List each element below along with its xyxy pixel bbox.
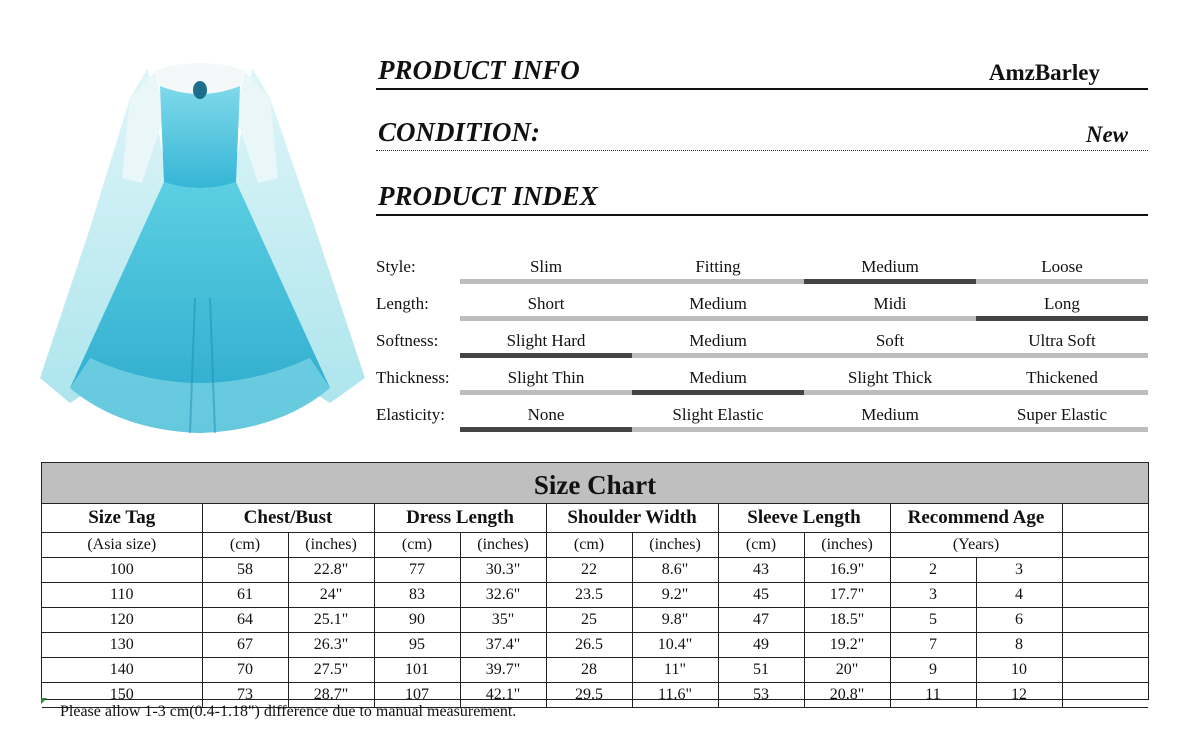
index-bar bbox=[460, 316, 632, 321]
chart-empty-cell bbox=[1062, 683, 1148, 708]
index-bar bbox=[632, 316, 804, 321]
index-bar-selected bbox=[976, 316, 1148, 321]
index-row-label: Style: bbox=[376, 257, 416, 276]
product-info-header bbox=[376, 52, 1148, 90]
chart-data-cell: 53 bbox=[718, 683, 804, 708]
chart-empty-cell bbox=[1062, 558, 1148, 583]
chart-data-cell: 16.9" bbox=[804, 558, 890, 583]
chart-data-cell: 19.2" bbox=[804, 633, 890, 658]
size-chart bbox=[41, 462, 1149, 703]
chart-data-cell: 2 bbox=[890, 558, 976, 583]
chart-data-cell: 45 bbox=[718, 583, 804, 608]
chart-data-cell: 35" bbox=[460, 608, 546, 633]
index-bar bbox=[804, 390, 976, 395]
chart-data-cell: 27.5" bbox=[288, 658, 374, 683]
chart-data-cell: 23.5 bbox=[546, 583, 632, 608]
chart-header-row bbox=[42, 504, 1148, 533]
index-option: Long bbox=[1044, 294, 1080, 313]
chart-subheader-cell: (inches) bbox=[288, 533, 374, 558]
chart-data-cell: 11.6" bbox=[632, 683, 718, 708]
chart-data-row bbox=[42, 658, 1148, 683]
chart-header-cell: Dress Length bbox=[374, 504, 546, 533]
chart-data-cell: 26.5 bbox=[546, 633, 632, 658]
index-row bbox=[376, 360, 1148, 397]
chart-data-cell: 7 bbox=[890, 633, 976, 658]
index-bar bbox=[632, 279, 804, 284]
index-option: Midi bbox=[873, 294, 907, 313]
index-option: Slight Thick bbox=[847, 368, 933, 387]
index-bar-selected bbox=[804, 279, 976, 284]
index-bar bbox=[460, 279, 632, 284]
chart-subheader-cell: (cm) bbox=[202, 533, 288, 558]
chart-data-cell: 10.4" bbox=[632, 633, 718, 658]
chart-data-cell: 29.5 bbox=[546, 683, 632, 708]
measurement-note: Please allow 1-3 cm(0.4-1.18") difference due to manual measurement. bbox=[60, 703, 517, 720]
chart-subheader-row bbox=[42, 533, 1148, 558]
chart-data-cell: 9.2" bbox=[632, 583, 718, 608]
index-row bbox=[376, 249, 1148, 286]
chart-data-cell: 17.7" bbox=[804, 583, 890, 608]
chart-data-cell: 95 bbox=[374, 633, 460, 658]
index-row bbox=[376, 286, 1148, 323]
index-option: Medium bbox=[861, 405, 919, 424]
index-bar bbox=[976, 390, 1148, 395]
chart-data-cell: 8.6" bbox=[632, 558, 718, 583]
index-bar bbox=[804, 316, 976, 321]
chart-data-cell: 26.3" bbox=[288, 633, 374, 658]
chart-data-cell: 12 bbox=[976, 683, 1062, 708]
chart-data-row bbox=[42, 558, 1148, 583]
chart-data-cell: 9.8" bbox=[632, 608, 718, 633]
chart-data-cell: 24" bbox=[288, 583, 374, 608]
chart-data-cell: 25 bbox=[546, 608, 632, 633]
index-bar bbox=[632, 427, 804, 432]
chart-data-cell: 39.7" bbox=[460, 658, 546, 683]
chart-data-row bbox=[42, 608, 1148, 633]
chart-data-cell: 30.3" bbox=[460, 558, 546, 583]
chart-data-cell: 110 bbox=[42, 583, 202, 608]
product-index-label: PRODUCT INDEX bbox=[378, 181, 598, 211]
chart-data-cell: 37.4" bbox=[460, 633, 546, 658]
index-bar-selected bbox=[632, 390, 804, 395]
chart-empty-cell bbox=[1062, 633, 1148, 658]
chart-subheader-cell: (inches) bbox=[460, 533, 546, 558]
chart-data-cell: 22 bbox=[546, 558, 632, 583]
chart-data-row bbox=[42, 583, 1148, 608]
chart-data-cell: 140 bbox=[42, 658, 202, 683]
index-bar bbox=[976, 427, 1148, 432]
index-option: Medium bbox=[689, 368, 747, 387]
index-bar bbox=[632, 353, 804, 358]
chart-data-cell: 25.1" bbox=[288, 608, 374, 633]
chart-data-cell: 47 bbox=[718, 608, 804, 633]
index-option: Medium bbox=[689, 331, 747, 350]
corner-marker bbox=[41, 698, 47, 704]
index-option: Ultra Soft bbox=[1028, 331, 1096, 350]
chart-data-cell: 5 bbox=[890, 608, 976, 633]
index-row-label: Thickness: bbox=[376, 368, 450, 387]
chart-data-cell: 83 bbox=[374, 583, 460, 608]
chart-header-cell: Recommend Age bbox=[890, 504, 1062, 533]
index-bar bbox=[460, 390, 632, 395]
chart-subheader-cell: (Years) bbox=[890, 533, 1062, 558]
index-option: Medium bbox=[861, 257, 919, 276]
size-chart-table bbox=[42, 504, 1148, 708]
chart-data-cell: 70 bbox=[202, 658, 288, 683]
chart-subheader-cell: (cm) bbox=[718, 533, 804, 558]
condition-label: CONDITION: bbox=[378, 117, 540, 147]
index-row-label: Length: bbox=[376, 294, 429, 313]
chart-data-cell: 130 bbox=[42, 633, 202, 658]
chart-empty-cell bbox=[1062, 608, 1148, 633]
index-option: Slight Thin bbox=[507, 368, 585, 387]
chart-data-cell: 11 bbox=[890, 683, 976, 708]
chart-data-cell: 58 bbox=[202, 558, 288, 583]
chart-data-cell: 120 bbox=[42, 608, 202, 633]
dress-product-image bbox=[30, 58, 370, 438]
index-row-label: Softness: bbox=[376, 331, 439, 350]
chart-data-cell: 49 bbox=[718, 633, 804, 658]
index-bar bbox=[804, 353, 976, 358]
chart-data-cell: 20.8" bbox=[804, 683, 890, 708]
chart-data-cell: 11" bbox=[632, 658, 718, 683]
chart-data-cell: 9 bbox=[890, 658, 976, 683]
chart-data-row bbox=[42, 633, 1148, 658]
chart-data-cell: 64 bbox=[202, 608, 288, 633]
chart-data-cell: 18.5" bbox=[804, 608, 890, 633]
chart-data-cell: 32.6" bbox=[460, 583, 546, 608]
index-option: Super Elastic bbox=[1016, 405, 1108, 424]
chart-data-cell: 77 bbox=[374, 558, 460, 583]
chart-data-cell: 10 bbox=[976, 658, 1062, 683]
chart-header-cell: Size Tag bbox=[42, 504, 202, 533]
chart-data-cell: 51 bbox=[718, 658, 804, 683]
chart-data-cell: 20" bbox=[804, 658, 890, 683]
index-row bbox=[376, 397, 1148, 434]
chart-empty-cell bbox=[1062, 658, 1148, 683]
index-option: Soft bbox=[875, 331, 905, 350]
chart-data-cell: 101 bbox=[374, 658, 460, 683]
index-row bbox=[376, 323, 1148, 360]
index-row-label: Elasticity: bbox=[376, 405, 445, 424]
chart-empty-cell bbox=[1062, 504, 1148, 533]
chart-data-cell: 8 bbox=[976, 633, 1062, 658]
chart-subheader-cell: (Asia size) bbox=[42, 533, 202, 558]
chart-header-cell: Sleeve Length bbox=[718, 504, 890, 533]
chart-data-cell: 67 bbox=[202, 633, 288, 658]
size-chart-title: Size Chart bbox=[42, 463, 1148, 504]
chart-data-cell: 73 bbox=[202, 683, 288, 708]
chart-data-cell: 43 bbox=[718, 558, 804, 583]
index-option: Fitting bbox=[695, 257, 741, 276]
index-bar bbox=[804, 427, 976, 432]
index-option: Short bbox=[527, 294, 565, 313]
chart-header-cell: Chest/Bust bbox=[202, 504, 374, 533]
chart-data-cell: 4 bbox=[976, 583, 1062, 608]
chart-data-cell: 3 bbox=[976, 558, 1062, 583]
chart-data-cell: 42.1" bbox=[460, 683, 546, 708]
index-option: Slight Elastic bbox=[672, 405, 764, 424]
index-option: Slight Hard bbox=[506, 331, 586, 350]
index-option: Loose bbox=[1041, 257, 1083, 276]
index-bar bbox=[976, 279, 1148, 284]
chart-data-cell: 22.8" bbox=[288, 558, 374, 583]
chart-data-cell: 107 bbox=[374, 683, 460, 708]
condition-header bbox=[376, 116, 1148, 151]
chart-data-cell: 6 bbox=[976, 608, 1062, 633]
index-bar bbox=[976, 353, 1148, 358]
chart-data-cell: 61 bbox=[202, 583, 288, 608]
chart-data-cell: 3 bbox=[890, 583, 976, 608]
chart-empty-cell bbox=[1062, 533, 1148, 558]
index-bar-selected bbox=[460, 353, 632, 358]
chart-data-cell: 90 bbox=[374, 608, 460, 633]
chart-data-cell: 28.7" bbox=[288, 683, 374, 708]
brand-name: AmzBarley bbox=[988, 60, 1100, 85]
chart-subheader-cell: (inches) bbox=[804, 533, 890, 558]
product-index-header bbox=[376, 180, 1148, 216]
condition-value: New bbox=[1085, 122, 1128, 147]
index-option: None bbox=[527, 405, 565, 424]
chart-data-cell: 150 bbox=[42, 683, 202, 708]
index-option: Thickened bbox=[1026, 368, 1098, 387]
index-option: Slim bbox=[529, 257, 563, 276]
chart-subheader-cell: (cm) bbox=[374, 533, 460, 558]
index-bar-selected bbox=[460, 427, 632, 432]
product-info-label: PRODUCT INFO bbox=[378, 55, 580, 85]
chart-subheader-cell: (cm) bbox=[546, 533, 632, 558]
chart-empty-cell bbox=[1062, 583, 1148, 608]
chart-data-cell: 28 bbox=[546, 658, 632, 683]
chart-header-cell: Shoulder Width bbox=[546, 504, 718, 533]
chart-data-cell: 100 bbox=[42, 558, 202, 583]
chart-subheader-cell: (inches) bbox=[632, 533, 718, 558]
index-option: Medium bbox=[689, 294, 747, 313]
